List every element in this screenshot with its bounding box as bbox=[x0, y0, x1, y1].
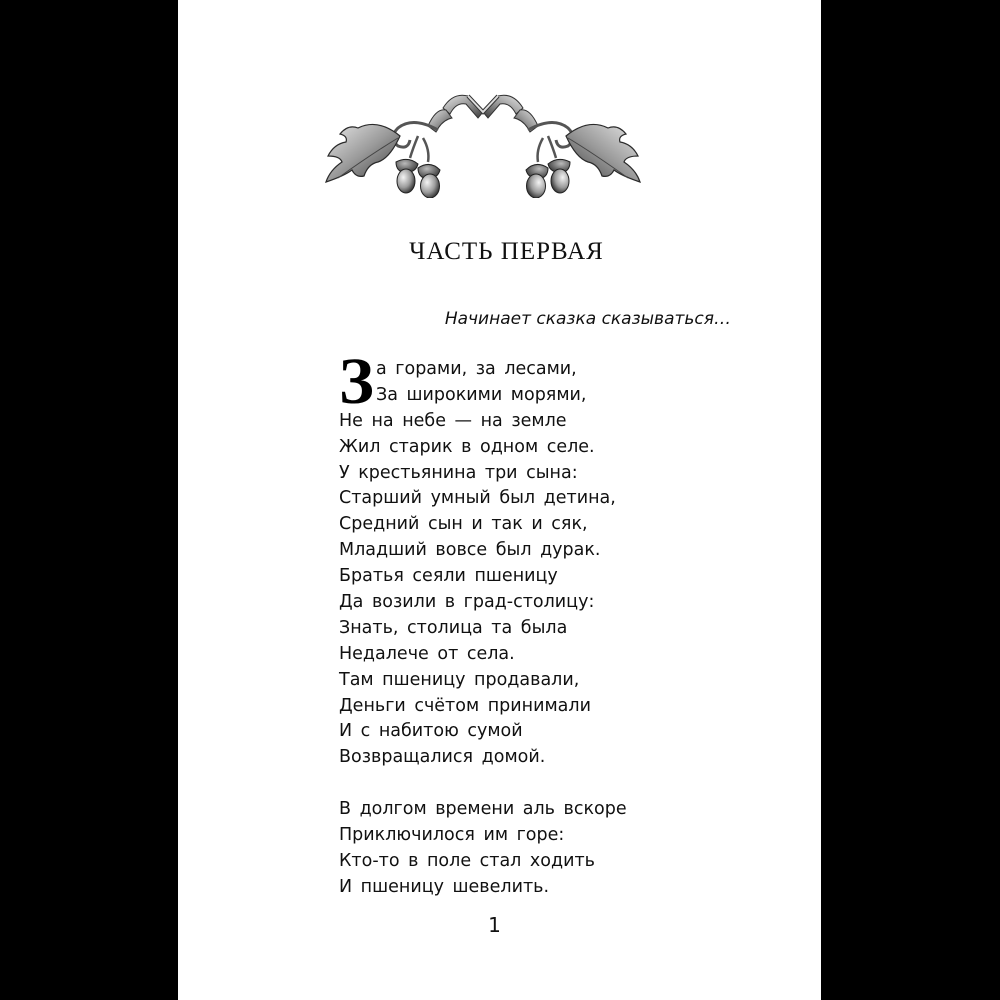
poem-line: Младший вовсе был дурак. bbox=[339, 540, 601, 561]
book-page bbox=[178, 0, 821, 1000]
poem-line: Деньги счётом принимали bbox=[339, 695, 591, 716]
poem-line: Приключилося им горе: bbox=[339, 825, 565, 846]
poem-line: И с набитою сумой bbox=[339, 721, 523, 742]
poem-line: Кто-то в поле стал ходить bbox=[339, 850, 595, 871]
oak-leaves-acorns-ornament-icon bbox=[318, 78, 648, 198]
part-title: ЧАСТЬ ПЕРВАЯ bbox=[409, 238, 604, 265]
poem-line: Да возили в град-столицу: bbox=[339, 592, 595, 613]
poem-line: За широкими морями, bbox=[376, 384, 587, 405]
stanza-2 bbox=[339, 797, 779, 901]
poem-line: Старший умный был детина, bbox=[339, 488, 616, 509]
poem-line: Не на небе — на земле bbox=[339, 410, 567, 431]
stanza-gap bbox=[339, 771, 779, 797]
poem-line: Там пшеницу продавали, bbox=[339, 669, 580, 690]
poem-line: У крестьянина три сына: bbox=[339, 462, 578, 483]
poem-line: Жил старик в одном селе. bbox=[339, 436, 595, 457]
poem-line: Братья сеяли пшеницу bbox=[339, 566, 558, 587]
stanza-1 bbox=[339, 409, 779, 771]
drop-cap: З bbox=[339, 345, 374, 418]
poem-line: Возвращалися домой. bbox=[339, 747, 546, 768]
poem-line: И пшеницу шевелить. bbox=[339, 876, 550, 897]
poem-line: В долгом времени аль вскоре bbox=[339, 799, 627, 820]
poem bbox=[339, 345, 779, 901]
poem-line: Средний сын и так и сяк, bbox=[339, 514, 588, 535]
poem-line: Недалече от села. bbox=[339, 643, 515, 664]
page-number: 1 bbox=[488, 913, 501, 937]
epigraph: Начинает сказка сказываться… bbox=[444, 309, 731, 329]
poem-line: Знать, столица та была bbox=[339, 617, 568, 638]
poem-line: а горами, за лесами, bbox=[376, 359, 577, 379]
